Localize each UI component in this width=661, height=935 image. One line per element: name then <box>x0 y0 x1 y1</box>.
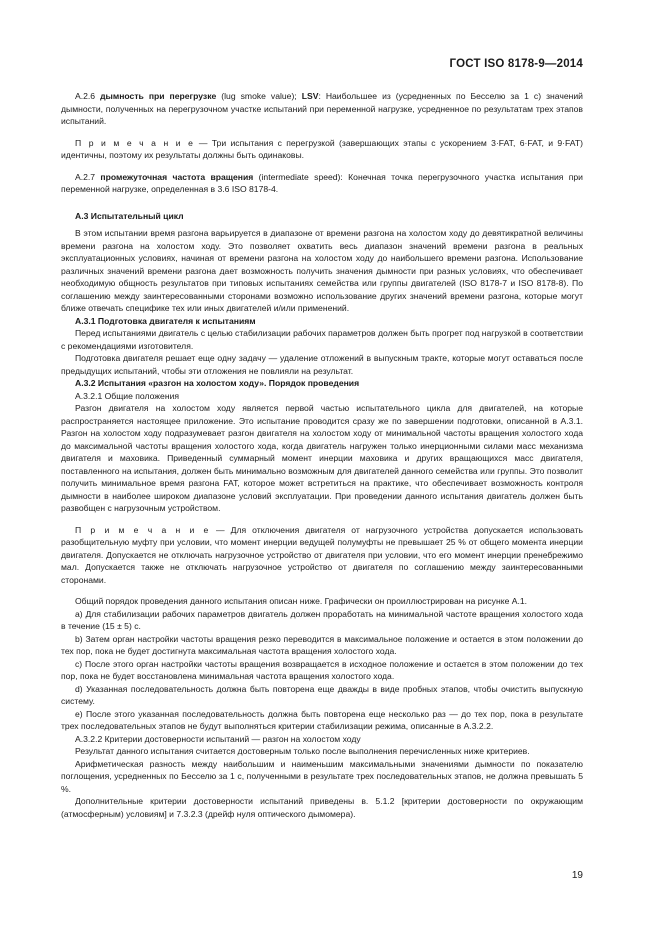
procedure-step-a: а) Для стабилизации рабочих параметров двигатель должен проработать на минимальной частоте вращения холостого хода в течение (15 ± 5) с. <box>61 608 583 631</box>
clause-abbreviation: LSV <box>301 91 319 101</box>
paragraph-a3: В этом испытании время разгона варьируется в диапазоне от времени разгона на холостом ходу до девятикратной величины времени разгона на холостом ходу. Это позволяет охватить весь диапазон значений времени разгона в реальных эксплуатационных условиях, начиная от времени разгона на холостом ходу до наибольшего времени разгона. Использование различных значений времени разгона дает возможность получить значения дымности при разных условиях, что обеспечивает необходимую общность результатов при типовых испытаниях семейства или группы двигателей (ISO 8178-7 и ISO 8178-8). По соглашению между заинтересованными сторонами возможно использование других значений времени разгона, которые могут ближе отвечать специфике тех или иных двигателей и/или применений. <box>61 228 583 313</box>
paragraph-a31-1: Перед испытаниями двигатель с целью стабилизации рабочих параметров должен быть прогрет под нагрузкой в соответствии с рекомендациями изготовителя. <box>61 328 584 351</box>
procedure-step-b: b) Затем орган настройки частоты вращения резко переводится в максимальное положение и остается в этом положении до тех пор, пока не будет достигнута максимальная частота вращения холостого хода. <box>61 633 583 656</box>
subsection-heading-a322: А.3.2.2 Критерии достоверности испытаний — разгон на холостом ходу <box>75 733 361 744</box>
note-text: — Для отключения двигателя от нагрузочного устройства допускается использовать разобщительную муфту при условии, что момент инерции ведущей полумуфты не превышает 25 % от общего момента инерции двигателя. Допускается не отключать нагрузочное устройство от двигателя при условии, что его момент инерции пренебрежимо мал. Допускается также не отключать нагрузочное устройство от двигателя по соглашению между заинтересованными сторонами. <box>61 524 583 585</box>
note-2 <box>61 524 583 587</box>
page-number: 19 <box>571 870 583 881</box>
clause-definition: : Наибольшее из (усредненных по Бесселю за 1 с) значений дымности, полученных на перегрузочном участке испытаний при переменной нагрузке, усредненное по результатам трех этапов испытаний. <box>61 91 583 126</box>
section-heading-a3: А.3 Испытательный цикл <box>75 210 184 221</box>
note-label: П р и м е ч а н и е <box>75 524 210 535</box>
clause-term-english: (lug smoke value); <box>216 91 302 101</box>
clause-term: промежуточная частота вращения <box>100 171 254 182</box>
procedure-step-e: е) После этого указанная последовательность должна быть повторена еще несколько раз — до тех пор, пока в результате трех последовательных этапов не будут выполняться критерии стабилизации режима, описанные в А.3.2.2. <box>61 708 583 731</box>
paragraph-a322-3: Дополнительные критерии достоверности испытаний приведены в. 5.1.2 [критерии достоверности по окружающим (атмосферным) условиям] и 7.3.2.3 (дрейф нуля оптического дымомера). <box>61 796 583 819</box>
section-heading-a32: А.3.2 Испытания «разгон на холостом ходу». Порядок проведения <box>75 378 360 388</box>
clause-definition: (intermediate speed): Конечная точка перегрузочного участка испытания при переменной нагрузке, определенная в 3.6 ISO 8178-4. <box>61 171 583 194</box>
procedure-intro: Общий порядок проведения данного испытания описан ниже. Графически он проиллюстрирован на рисунке А.1. <box>75 596 528 606</box>
page-body <box>61 90 583 820</box>
paragraph-a322-1: Результат данного испытания считается достоверным только после выполнения перечисленных ниже критериев. <box>75 746 530 756</box>
section-heading-a31: А.3.1 Подготовка двигателя к испытаниям <box>75 315 256 326</box>
paragraph-a321: Разгон двигателя на холостом ходу является первой частью испытательного цикла для двигателей, на которые распространяется настоящее приложение. Это испытание проводится сразу же по завершении подготовки, описанной в А.3.1. Разгон на холостом ходу подразумевает разгон двигателя на холостом ходу от минимальной частоты вращения холостого хода до максимальной частоты вращения холостого хода, когда двигатель нагружен только инерционными силами масс механизма двигателя и маховика. Приведенный суммарный момент инерции маховика и других вращающихся масс двигателя, поставленного на испытания, должен быть минимально возможным для двигателей данного семейства или группы. Это позволит получить минимальное время разгона FAT, которое может встретиться на практике, что обеспечивает возможность контроля дымности в наиболее широком диапазоне условий эксплуатации. При проведении данного испытания двигатель должен быть развобщен с нагрузочным устройством. <box>61 403 583 513</box>
document-id: ГОСТ ISO 8178-9—2014 <box>449 58 583 70</box>
clause-a26 <box>61 90 583 128</box>
note-text: — Три испытания с перегрузкой (завершающих этапы с ускорением 3·FAT, 6·FAT, и 9·FAT) идентичны, поэтому их результаты должны быть одинаковы. <box>61 137 584 160</box>
clause-number: А.2.6 <box>75 91 101 101</box>
paragraph-a322-2: Арифметическая разность между наибольшим и наименьшим максимальными значениями дымности по показателю поглощения, усредненных по Бесселю за 1 с, полученными в результате трех последовательных этапов, не должна превышать 5 %. <box>61 758 583 794</box>
procedure-step-d: d) Указанная последовательность должна быть повторена еще дважды в виде пробных этапов, чтобы очистить выпускную систему. <box>61 683 583 706</box>
subsection-heading-a321: А.3.2.1 Общие положения <box>75 390 180 401</box>
procedure-step-c: c) После этого орган настройки частоты вращения возвращается в исходное положение и остается в этом положении до тех пор, пока не будет восстановлена минимальная частота вращения холостого хода. <box>61 658 583 681</box>
note-label: П р и м е ч а н и е <box>75 137 195 148</box>
clause-term: дымность при перегрузке <box>100 91 217 101</box>
paragraph-a31-2: Подготовка двигателя решает еще одну задачу — удаление отложений в выпускным тракте, которые могут оставаться после предыдущих испытаний, чтобы эти отложения не повлияли на результат. <box>61 353 583 376</box>
note-1 <box>61 137 583 162</box>
clause-a27 <box>61 171 583 196</box>
clause-number: А.2.7 <box>75 171 101 182</box>
